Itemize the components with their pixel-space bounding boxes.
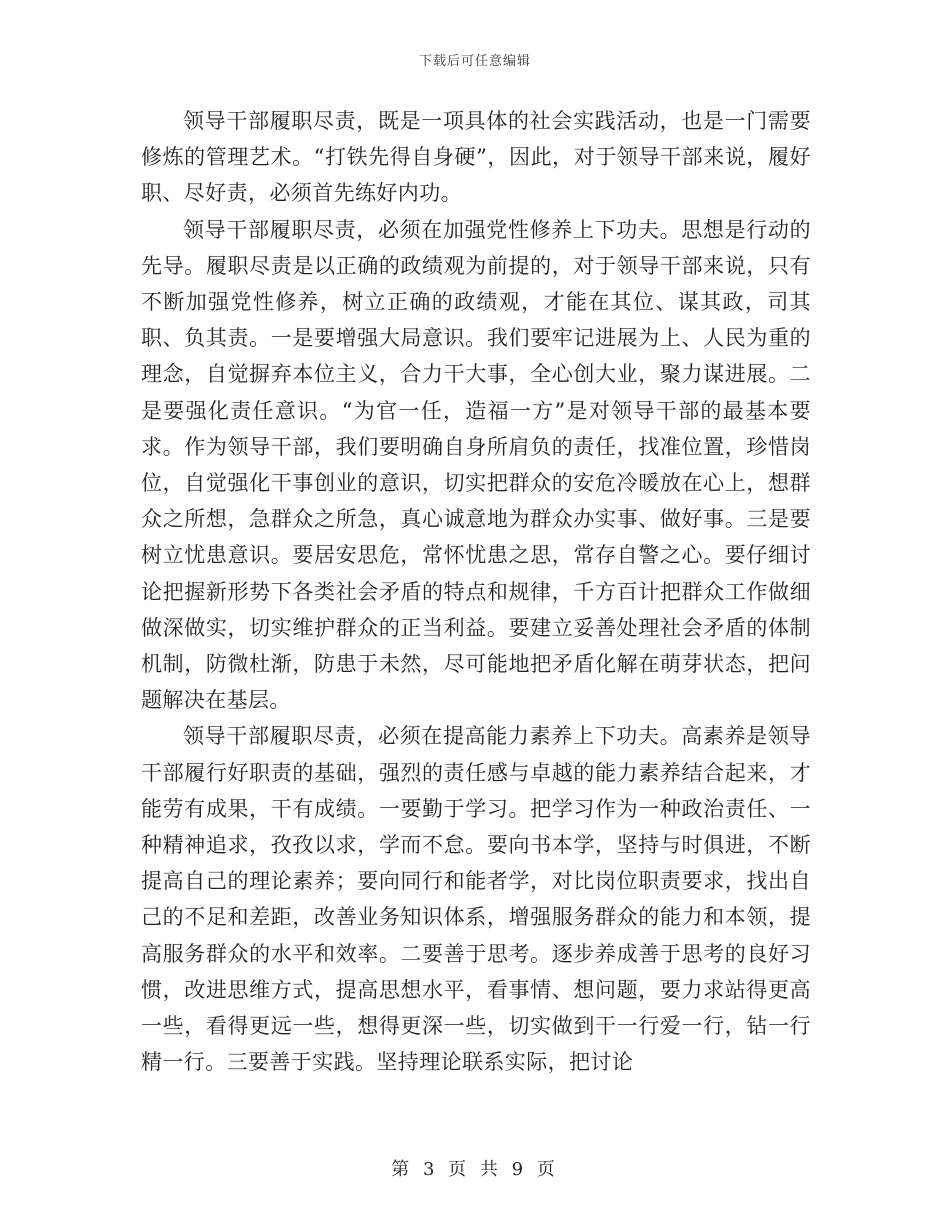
document-body bbox=[141, 103, 811, 1080]
paragraph-1: 领导干部履职尽责，既是一项具体的社会实践活动，也是一门需要修炼的管理艺术。“打铁先得自身硬”，因此，对于领导干部来说，履好职、尽好责，必须首先练好内功。 bbox=[141, 109, 811, 206]
page-number-footer: 第 3 页 共 9 页 bbox=[391, 1159, 559, 1180]
paragraph-3: 领导干部履职尽责，必须在提高能力素养上下功夫。高素养是领导干部履行好职责的基础，强烈的责任感与卓越的能力素养结合起来，才能劳有成果，干有成绩。一要勤于学习。把学习作为一种政治责任、一种精神追求，孜孜以求，学而不怠。要向书本学，坚持与时俱进，不断提高自己的理论素养；要向同行和能者学，对比岗位职责要求，找出自己的不足和差距，改善业务知识体系，增强服务群众的能力和本领，提高服务群众的水平和效率。二要善于思考。逐步养成善于思考的良好习惯，改进思维方式，提高思想水平，看事情、想问题，要力求站得更高一些，看得更远一些，想得更深一些，切实做到干一行爱一行，钻一行精一行。三要善于实践。坚持理论联系实际，把讨论 bbox=[141, 724, 811, 1075]
page-header: 下载后可任意编辑 bbox=[418, 54, 531, 69]
paragraph-2: 领导干部履职尽责，必须在加强党性修养上下功夫。思想是行动的先导。履职尽责是以正确的政绩观为前提的，对于领导干部来说，只有不断加强党性修养，树立正确的政绩观，才能在其位、谋其政，司其职、负其责。一是要增强大局意识。我们要牢记进展为上、人民为重的理念，自觉摒弃本位主义，合力干大事，全心创大业，聚力谋进展。二是要强化责任意识。“为官一任，造福一方”是对领导干部的最基本要求。作为领导干部，我们要明确自身所肩负的责任，找准位置，珍惜岗位，自觉强化干事创业的意识，切实把群众的安危冷暖放在心上，想群众之所想，急群众之所急，真心诚意地为群众办实事、做好事。三是要树立忧患意识。要居安思危，常怀忧患之思，常存自警之心。要仔细讨论把握新形势下各类社会矛盾的特点和规律，千方百计把群众工作做细做深做实，切实维护群众的正当利益。要建立妥善处理社会矛盾的体制机制，防微杜渐，防患于未然，尽可能地把矛盾化解在萌芽状态，把问题解决在基层。 bbox=[141, 217, 811, 713]
